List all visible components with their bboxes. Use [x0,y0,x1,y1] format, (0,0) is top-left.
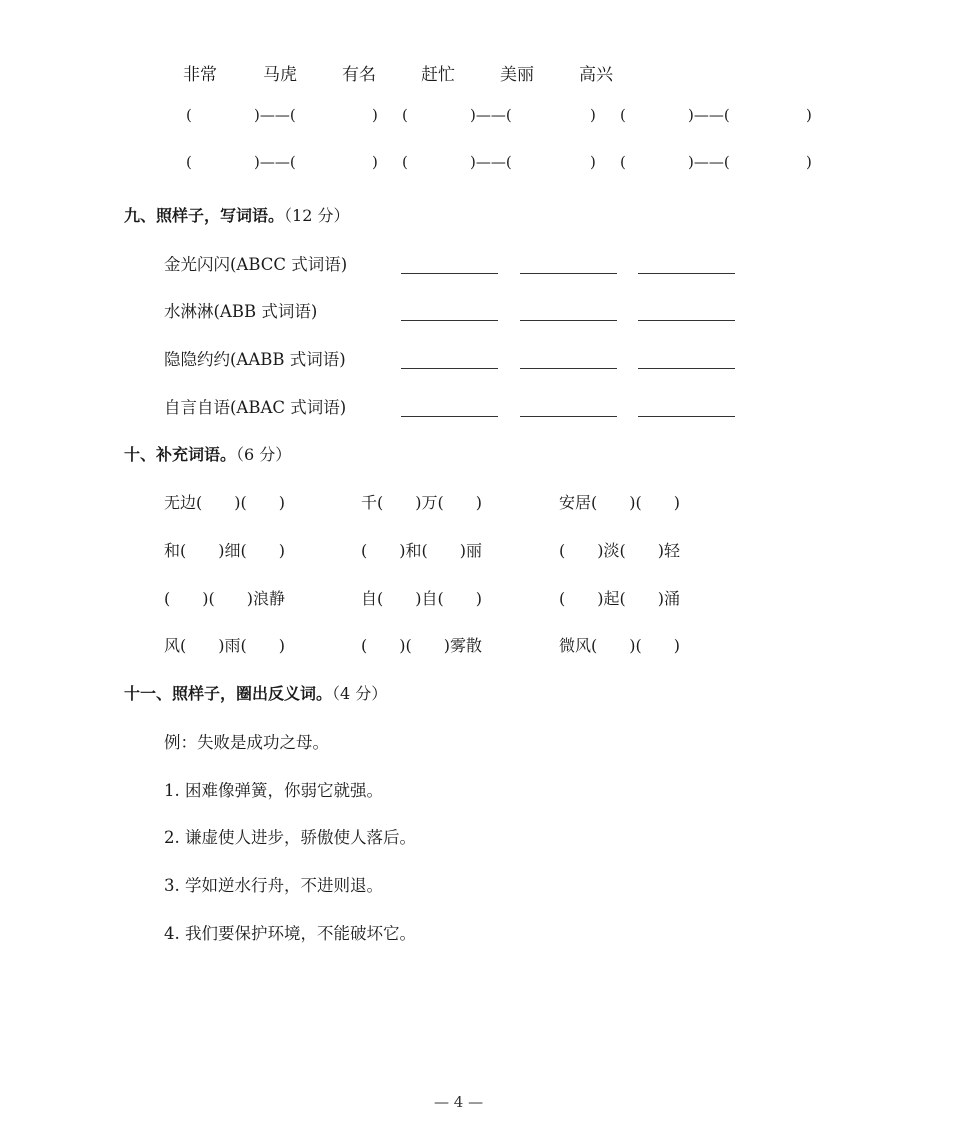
paren: )——( [470,106,512,124]
paren: )——( [688,153,730,171]
fill-phrase: 千( )万( ) [361,493,482,512]
sentence-item: 2. 谦虚使人进步，骄傲使人落后。 [164,828,416,847]
section-11-heading [124,681,387,704]
pattern-label: 隐隐约约(AABB 式词语) [164,350,346,369]
section-10-score: （6 分） [236,445,292,464]
fill-phrase: 安居( )( ) [559,493,680,512]
sentence-item: 4. 我们要保护环境，不能破坏它。 [164,924,416,943]
section-10-title: 十、补充词语。 [124,445,237,464]
fill-phrase: 自( )自( ) [361,589,482,608]
section-9-title: 九、照样子，写词语。 [124,206,285,225]
fill-phrase: ( )淡( )轻 [559,541,680,560]
page-number: — 4 — [434,1093,484,1111]
sentence-item: 3. 学如逆水行舟，不进则退。 [164,876,383,895]
fill-phrase: 无边( )( ) [164,493,285,512]
paren: ( [402,106,408,124]
fill-phrase: ( )起( )涌 [559,589,680,608]
section-11-title: 十一、照样子，圈出反义词。 [124,684,333,703]
section-10-heading [124,442,291,465]
paren: ) [372,153,378,171]
paren: ) [372,106,378,124]
fill-phrase: ( )( )浪静 [164,589,285,608]
answer-blank[interactable] [401,368,498,369]
word-item: 赶忙 [421,65,455,85]
paren: ( [620,153,626,171]
paren: ( [402,153,408,171]
sentence-item: 1. 困难像弹簧，你弱它就强。 [164,781,383,800]
paren: ) [806,153,812,171]
answer-blank[interactable] [401,273,498,274]
pattern-label: 水淋淋(ABB 式词语) [164,302,318,321]
paren: )——( [470,153,512,171]
paren: ( [186,106,192,124]
example-sentence: 例：失败是成功之母。 [164,733,329,752]
pair-row [186,153,826,177]
word-item: 美丽 [500,65,534,85]
word-item: 高兴 [579,65,613,85]
paren: )——( [254,106,296,124]
answer-blank[interactable] [520,416,617,417]
paren: ( [620,106,626,124]
answer-blank[interactable] [638,368,735,369]
answer-blank[interactable] [520,273,617,274]
fill-phrase: 和( )细( ) [164,541,285,560]
answer-blank[interactable] [520,320,617,321]
answer-blank[interactable] [520,368,617,369]
fill-phrase: ( )和( )丽 [361,541,482,560]
answer-blank[interactable] [401,320,498,321]
answer-blank[interactable] [401,416,498,417]
word-item: 马虎 [263,65,297,85]
paren: ) [806,106,812,124]
section-11-score: （4 分） [332,684,388,703]
pattern-label: 金光闪闪(ABCC 式词语) [164,255,348,274]
pair-row [186,106,826,130]
paren: )——( [254,153,296,171]
answer-blank[interactable] [638,416,735,417]
pattern-label: 自言自语(ABAC 式词语) [164,398,347,417]
section-9-heading [124,203,349,226]
fill-phrase: 微风( )( ) [559,636,680,655]
paren: ) [590,106,596,124]
paren: )——( [688,106,730,124]
answer-blank[interactable] [638,273,735,274]
paren: ( [186,153,192,171]
fill-phrase: ( )( )雾散 [361,636,482,655]
paren: ) [590,153,596,171]
word-item: 非常 [183,65,217,85]
section-9-score: （12 分） [284,206,350,225]
answer-blank[interactable] [638,320,735,321]
fill-phrase: 风( )雨( ) [164,636,285,655]
word-item: 有名 [342,65,376,85]
